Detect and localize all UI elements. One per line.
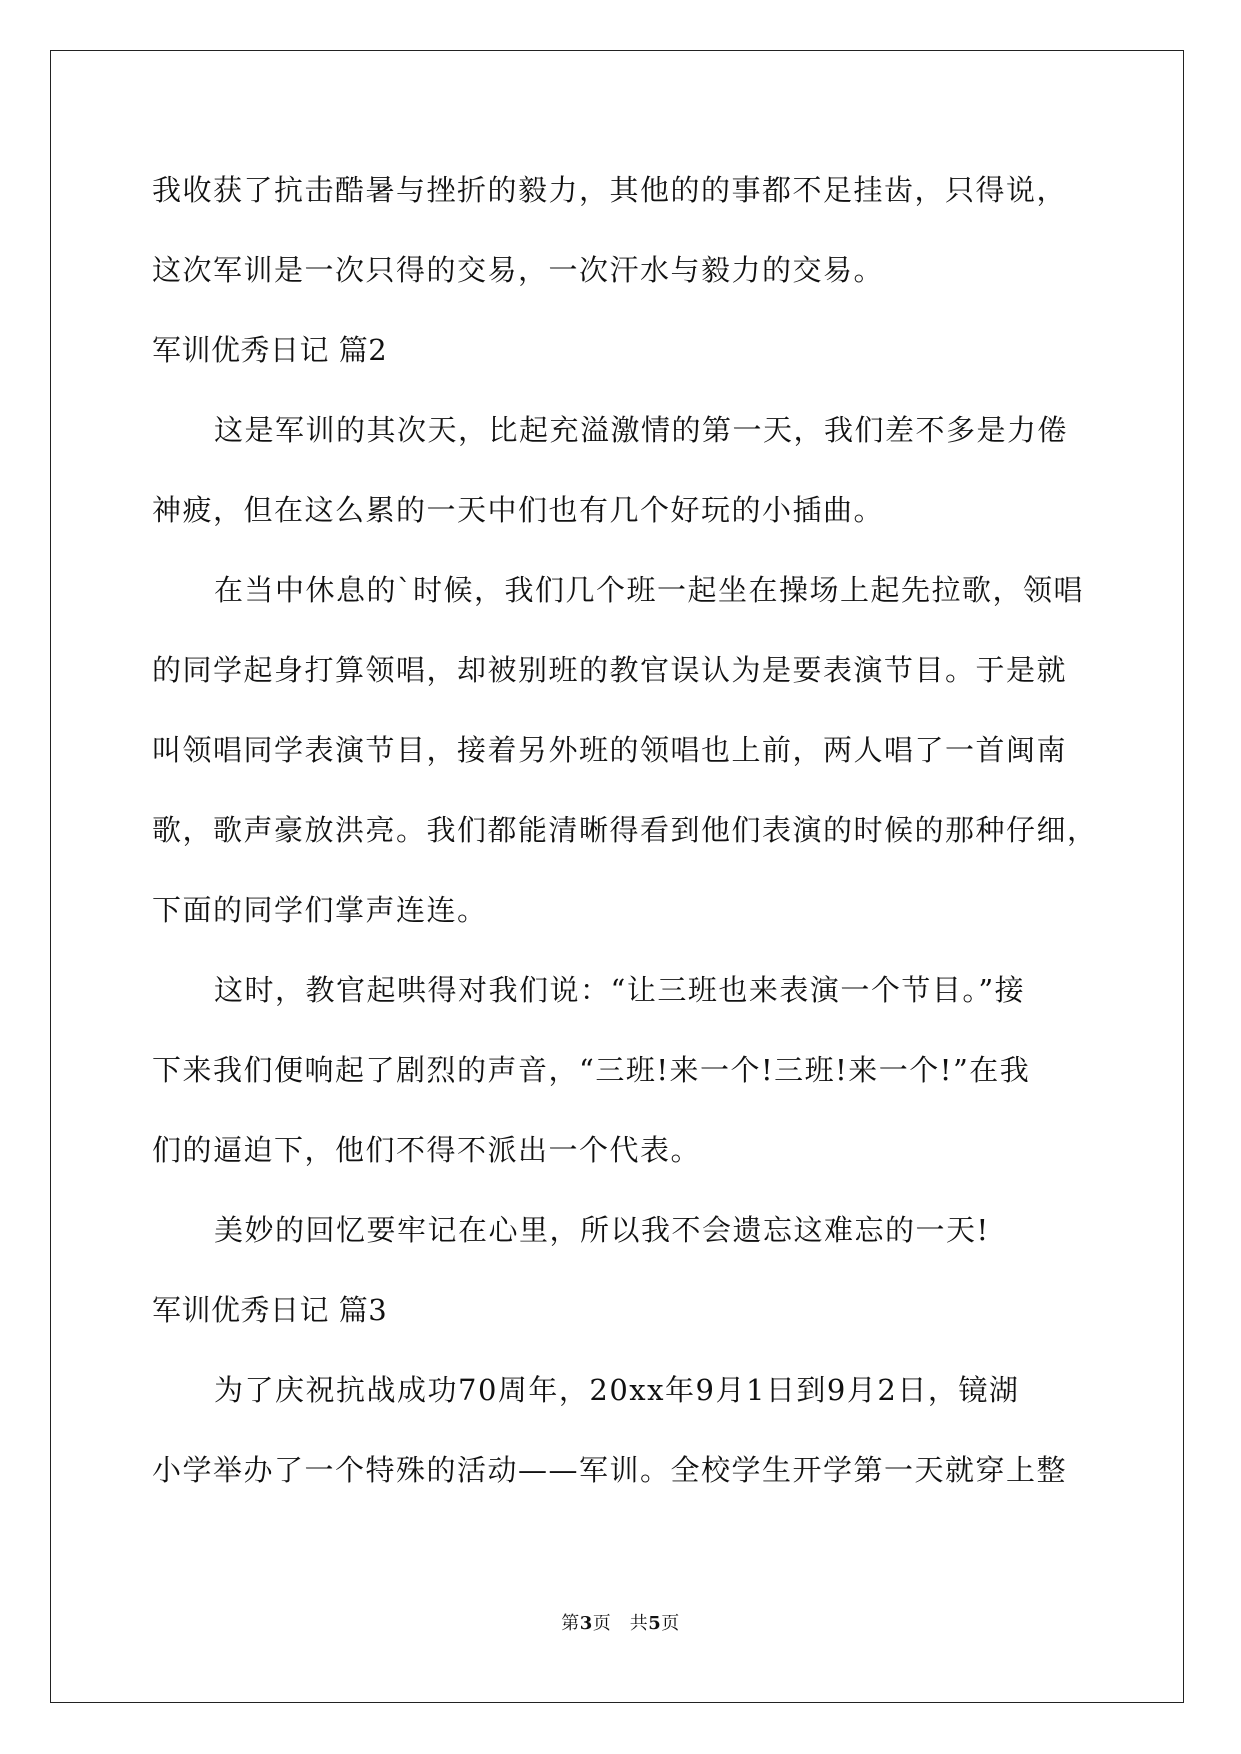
paragraph-line: 们的逼迫下，他们不得不派出一个代表。 <box>152 1133 702 1167</box>
total-page-count: 5 <box>648 1613 662 1634</box>
page-footer <box>0 1612 1241 1636</box>
paragraph-line: 神疲，但在这么累的一天中们也有几个好玩的小插曲。 <box>152 493 885 527</box>
current-page-number: 3 <box>579 1613 593 1634</box>
paragraph-line: 这是军训的其次天，比起充溢激情的第一天，我们差不多是力倦 <box>214 413 1069 447</box>
paragraph-line: 下面的同学们掌声连连。 <box>152 893 488 927</box>
paragraph-line: 这时，教官起哄得对我们说：“让三班也来表演一个节目。”接 <box>214 973 1026 1007</box>
paragraph-line: 小学举办了一个特殊的活动——军训。全校学生开学第一天就穿上整 <box>152 1453 1068 1487</box>
paragraph-line: 美妙的回忆要牢记在心里，所以我不会遗忘这难忘的一天! <box>214 1213 990 1247</box>
section-heading: 军训优秀日记 篇2 <box>152 333 388 367</box>
paragraph-line: 我收获了抗击酷暑与挫折的毅力，其他的的事都不足挂齿，只得说， <box>152 173 1068 207</box>
page-prefix: 第 <box>561 1613 580 1634</box>
page-suffix: 页 <box>661 1613 680 1634</box>
paragraph-line: 在当中休息的`时候，我们几个班一起坐在操场上起先拉歌，领唱 <box>214 573 1085 607</box>
paragraph-line: 叫领唱同学表演节目，接着另外班的领唱也上前，两人唱了一首闽南 <box>152 733 1068 767</box>
paragraph-line: 歌，歌声豪放洪亮。我们都能清晰得看到他们表演的时候的那种仔细， <box>152 813 1098 847</box>
section-heading: 军训优秀日记 篇3 <box>152 1293 388 1327</box>
paragraph-line: 为了庆祝抗战成功70周年，20xx年9月1日到9月2日，镜湖 <box>214 1373 1020 1407</box>
paragraph-line: 下来我们便响起了剧烈的声音，“三班!来一个!三班!来一个!”在我 <box>152 1053 1031 1087</box>
paragraph-line: 的同学起身打算领唱，却被别班的教官误认为是要表演节目。于是就 <box>152 653 1068 687</box>
paragraph-line: 这次军训是一次只得的交易，一次汗水与毅力的交易。 <box>152 253 885 287</box>
page-mid: 页 共 <box>592 1613 649 1634</box>
